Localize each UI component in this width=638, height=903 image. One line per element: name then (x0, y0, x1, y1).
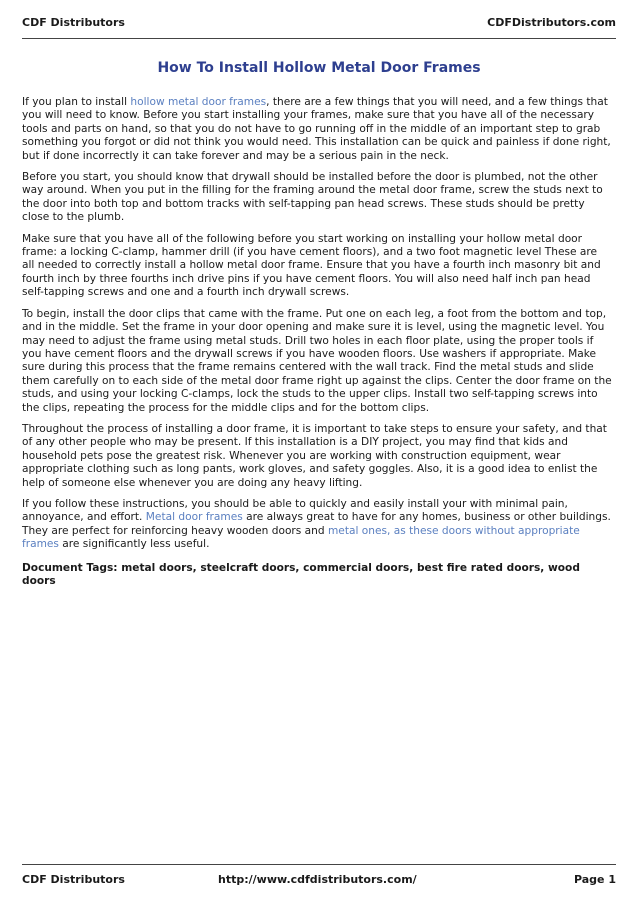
paragraph-safety: Throughout the process of installing a door frame, it is important to take steps to ensure your safety, and that of any other people who may be present. If this installation is a DIY project, you may find that kids and household pets pose the greatest risk. Whenever you are working with construction equipment, wear appropriate clothing such as long pants, work gloves, and safety goggles. Also, it is a good idea to enlist the help of someone else whenever you are doing any heavy lifting. (22, 422, 607, 489)
paragraph-text: are always great to have for any homes, business or other buildings. They are perfect for reinforcing heavy wooden doors and (22, 511, 611, 537)
page-header (22, 14, 616, 39)
footer-company-name: CDF Distributors (22, 873, 125, 886)
page-number: Page 1 (573, 873, 616, 886)
paragraph-drywall: Before you start, you should know that drywall should be installed before the door is plumbed, not the other way around. When you put in the filling for the framing around the metal door frame, screw the studs next to the door into both top and bottom tracks with self-tapping pan head screws. These studs should be pretty close to the plumb. (22, 171, 603, 224)
document-title: How To Install Hollow Metal Door Frames (157, 60, 481, 76)
page-footer (22, 864, 616, 889)
paragraph-text: , there are a few things that you will need, and a few things that you will need to know. Before you start installing your frames, make sure that you have all of the necessary tools and parts on hand, so that you do not have to go running off in the middle of an important step to grab something you forgot or did not think you would need. This installation can be quick and painless if done right, but if done incorrectly it can take forever and may be a serious pain in the neck. (22, 96, 611, 162)
paragraph-text: If you follow these instructions, you should be able to quickly and easily install your with minimal pain, annoyance, and effort. (22, 497, 568, 524)
paragraph-tools: Make sure that you have all of the following before you start working on installing your hollow metal door frame: a locking C-clamp, hammer drill (if you have cement floors), and a two foot magnetic level These are all needed to correctly install a hollow metal door frame. Ensure that you have a fourth inch masonry bit and fourth inch by three fourths inch drive pins if you have cement floors. You will also need half inch pan head self-tapping screws and one and a fourth inch drywall screws. (22, 232, 601, 299)
hollow-metal-door-frames-link[interactable]: hollow metal door frames (130, 96, 267, 108)
paragraph-intro (22, 96, 612, 163)
metal-door-frames-link[interactable]: Metal door frames (145, 511, 243, 524)
paragraph-conclusion (22, 498, 612, 552)
metal-ones-link[interactable]: metal ones, as these doors without appropriate frames (22, 524, 580, 551)
document-tags: Document Tags: metal doors, steelcraft doors, commercial doors, best fire rated doors, wood doors (22, 561, 580, 587)
paragraph-text: If you plan to install (22, 96, 131, 108)
header-site-name: CDFDistributors.com (487, 16, 616, 29)
footer-url: http://www.cdfdistributors.com/ (218, 873, 417, 886)
paragraph-text: are significantly less useful. (58, 538, 210, 551)
document-body (22, 96, 612, 596)
paragraph-installation-steps: To begin, install the door clips that came with the frame. Put one on each leg, a foot from the bottom and top, and in the middle. Set the frame in your door opening and make sure it is level, using the magnetic level. You may need to adjust the frame using metal studs. Drill two holes in each floor plate, using the proper tools if you have cement floors and the drywall screws if you have wooden floors. Use washers if appropriate. Make sure during this process that the frame remains centered with the wall track. Find the metal studs and slide them carefully on to each side of the metal door frame right up against the clips. Center the door frame on the studs, and using your locking C-clamps, lock the studs to the upper clips. Install two self-tapping screws into the clips, repeating the process for the middle clips and for the bottom clips. (22, 307, 612, 414)
header-company-name: CDF Distributors (22, 16, 125, 29)
